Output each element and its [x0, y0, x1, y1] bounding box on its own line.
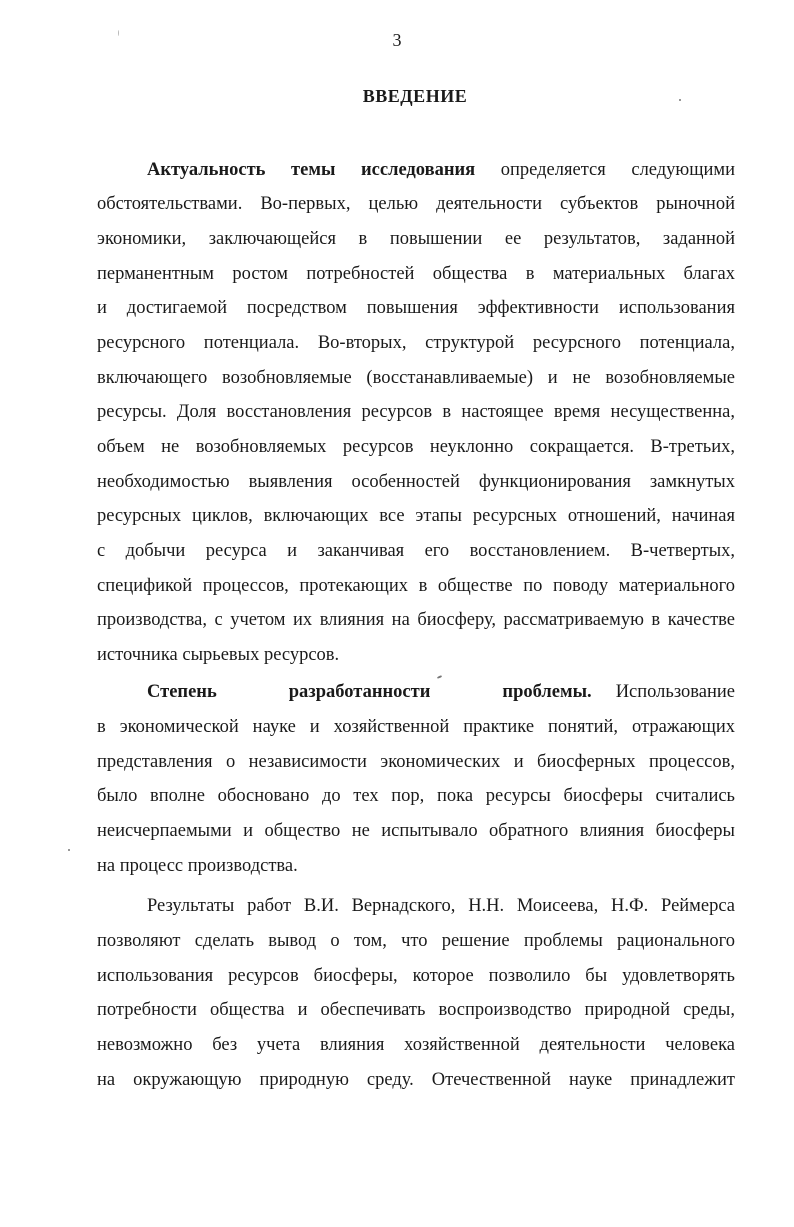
section-heading: ВВЕДЕНИЕ: [362, 86, 468, 106]
paragraph-1-line: ресурсного потенциала. Во-вторых, структурой ресурсного потенциала,: [97, 333, 735, 353]
paragraph-1-line: перманентным ростом потребностей общества в материальных благах: [97, 264, 735, 284]
paragraph-3-line: потребности общества и обеспечивать воспроизводство природной среды,: [97, 1000, 735, 1020]
paragraph-3-line: позволяют сделать вывод о том, что решение проблемы рационального: [97, 931, 735, 951]
paragraph-2-line: неисчерпаемыми и общество не испытывало обратного влияния биосферы: [97, 821, 735, 841]
paragraph-1-line: экономики, заключающейся в повышении ее результатов, заданной: [97, 229, 735, 249]
paragraph-1-line: необходимостью выявления особенностей функционирования замкнутых: [97, 472, 735, 492]
paragraph-1-line: ресурсных циклов, включающих все этапы ресурсных отношений, начиная: [97, 506, 735, 526]
paragraph-3-line: на окружающую природную среду. Отечественной науке принадлежит: [97, 1070, 735, 1090]
paragraph-1-line: источника сырьевых ресурсов.: [97, 645, 340, 665]
paragraph-2-line: представления о независимости экономических и биосферных процессов,: [97, 752, 735, 772]
paragraph-1-line: включающего возобновляемые (восстанавливаемые) и не возобновляемые: [97, 368, 735, 388]
paragraph-2-line: на процесс производства.: [97, 856, 298, 876]
paragraph-2-line: было вполне обосновано до тех пор, пока ресурсы биосферы считались: [97, 786, 735, 806]
paragraph-1-line: Актуальность темы исследования определяется следующими: [147, 160, 736, 180]
paragraph-3-line: использования ресурсов биосферы, которое позволило бы удовлетворять: [97, 966, 735, 986]
paragraph-2-line: в экономической науке и хозяйственной практике понятий, отражающих: [97, 717, 735, 737]
paragraph-1-line: обстоятельствами. Во-первых, целью деятельности субъектов рыночной: [97, 194, 735, 214]
scan-speck: [679, 99, 681, 101]
scan-speck: [437, 675, 442, 679]
paragraph-3-line: Результаты работ В.И. Вернадского, Н.Н. Моисеева, Н.Ф. Реймерса: [147, 896, 735, 916]
paragraph-1-line: и достигаемой посредством повышения эффективности использования: [97, 298, 735, 318]
paragraph-2-line: Степень разработанности проблемы. Использование: [147, 682, 735, 702]
paragraph-1-line: с добычи ресурса и заканчивая его восстановлением. В-четвертых,: [97, 541, 735, 561]
paragraph-1-line: ресурсы. Доля восстановления ресурсов в настоящее время несущественна,: [97, 402, 735, 422]
scan-speck: [118, 30, 119, 36]
paragraph-2-lead: Степень разработанности проблемы.: [147, 682, 592, 702]
page-number: 3: [392, 30, 402, 50]
paragraph-1-line: производства, с учетом их влияния на биосферу, рассматриваемую в качестве: [97, 610, 735, 630]
paragraph-1-line: объем не возобновляемых ресурсов неуклонно сокращается. В-третьих,: [97, 437, 735, 457]
paragraph-1-lead: Актуальность темы исследования: [147, 160, 476, 180]
scan-speck: [68, 849, 70, 851]
paragraph-3-line: невозможно без учета влияния хозяйственной деятельности человека: [97, 1035, 735, 1055]
paragraph-1-line: спецификой процессов, протекающих в обществе по поводу материального: [97, 576, 735, 596]
